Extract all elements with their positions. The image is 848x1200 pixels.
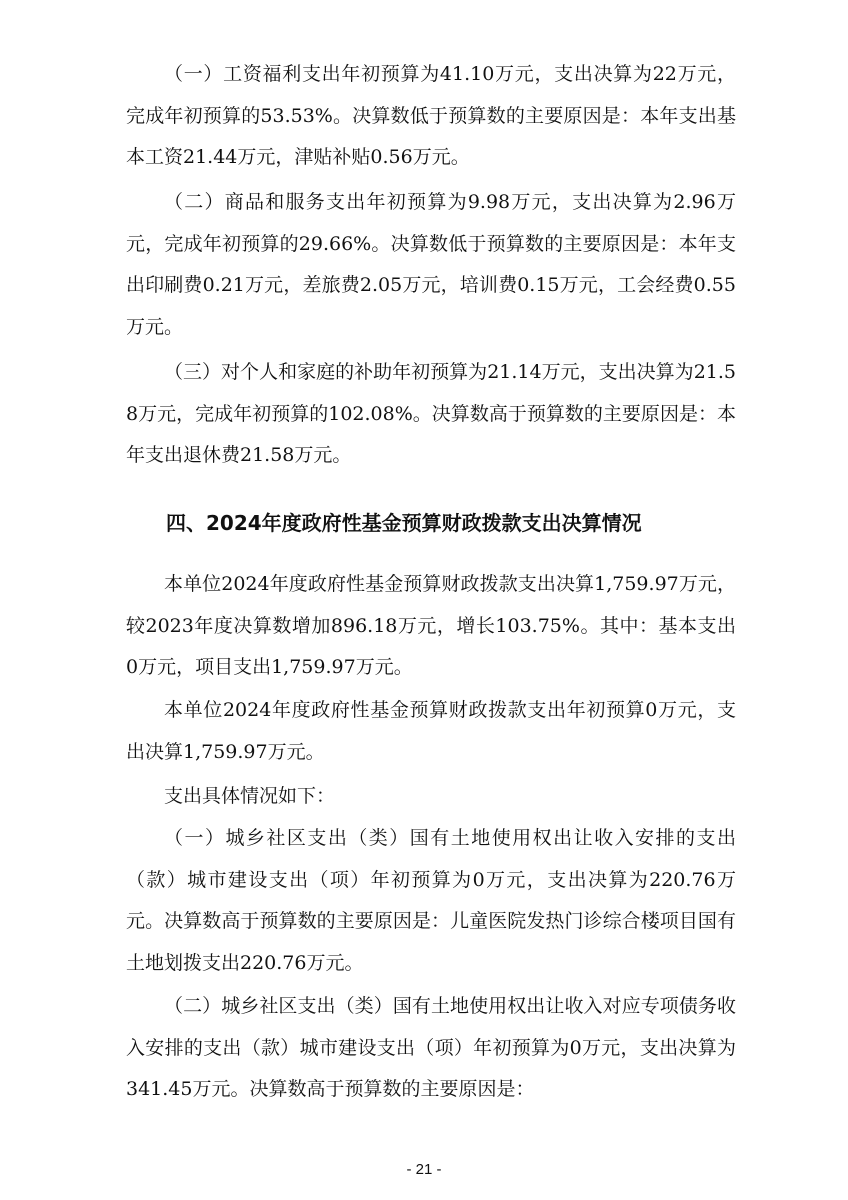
- paragraph-urban-construction-2: （二）城乡社区支出（类）国有土地使用权出让收入对应专项债务收入安排的支出（款）城市建设支出（项）年初预算为0万元，支出决算为341.45万元。决算数高于预算数的主要原因是：: [126, 995, 736, 1100]
- page-number: - 21 -: [406, 1161, 442, 1178]
- section-heading: 四、2024年度政府性基金预算财政拨款支出决算情况: [166, 511, 642, 535]
- paragraph-urban-construction-1: （一）城乡社区支出（类）国有土地使用权出让收入安排的支出（款）城市建设支出（项）年初预算为0万元，支出决算为220.76万元。决算数高于预算数的主要原因是：儿童医院发热门诊综合楼项目国有土地划拨支出220.76万元。: [126, 827, 736, 974]
- paragraph-household-subsidy: （三）对个人和家庭的补助年初预算为21.14万元，支出决算为21.58万元，完成年初预算的102.08%。决算数高于预算数的主要原因是：本年支出退休费21.58万元。: [126, 361, 736, 466]
- paragraph-fund-budget: 本单位2024年度政府性基金预算财政拨款支出年初预算0万元，支出决算1,759.97万元。: [126, 699, 736, 763]
- paragraph-wage-welfare: （一）工资福利支出年初预算为41.10万元，支出决算为22万元，完成年初预算的53.53%。决算数低于预算数的主要原因是：本年支出基本工资21.44万元，津贴补贴0.56万元。: [126, 63, 736, 168]
- paragraph-goods-services: （二）商品和服务支出年初预算为9.98万元，支出决算为2.96万元，完成年初预算的29.66%。决算数低于预算数的主要原因是：本年支出印刷费0.21万元，差旅费2.05万元，培训费0.15万元，工会经费0.55万元。: [126, 191, 736, 338]
- paragraph-details-intro: 支出具体情况如下：: [164, 785, 336, 807]
- paragraph-fund-total: 本单位2024年度政府性基金预算财政拨款支出决算1,759.97万元，较2023年度决算数增加896.18万元，增长103.75%。其中：基本支出0万元，项目支出1,759.97万元。: [126, 573, 736, 678]
